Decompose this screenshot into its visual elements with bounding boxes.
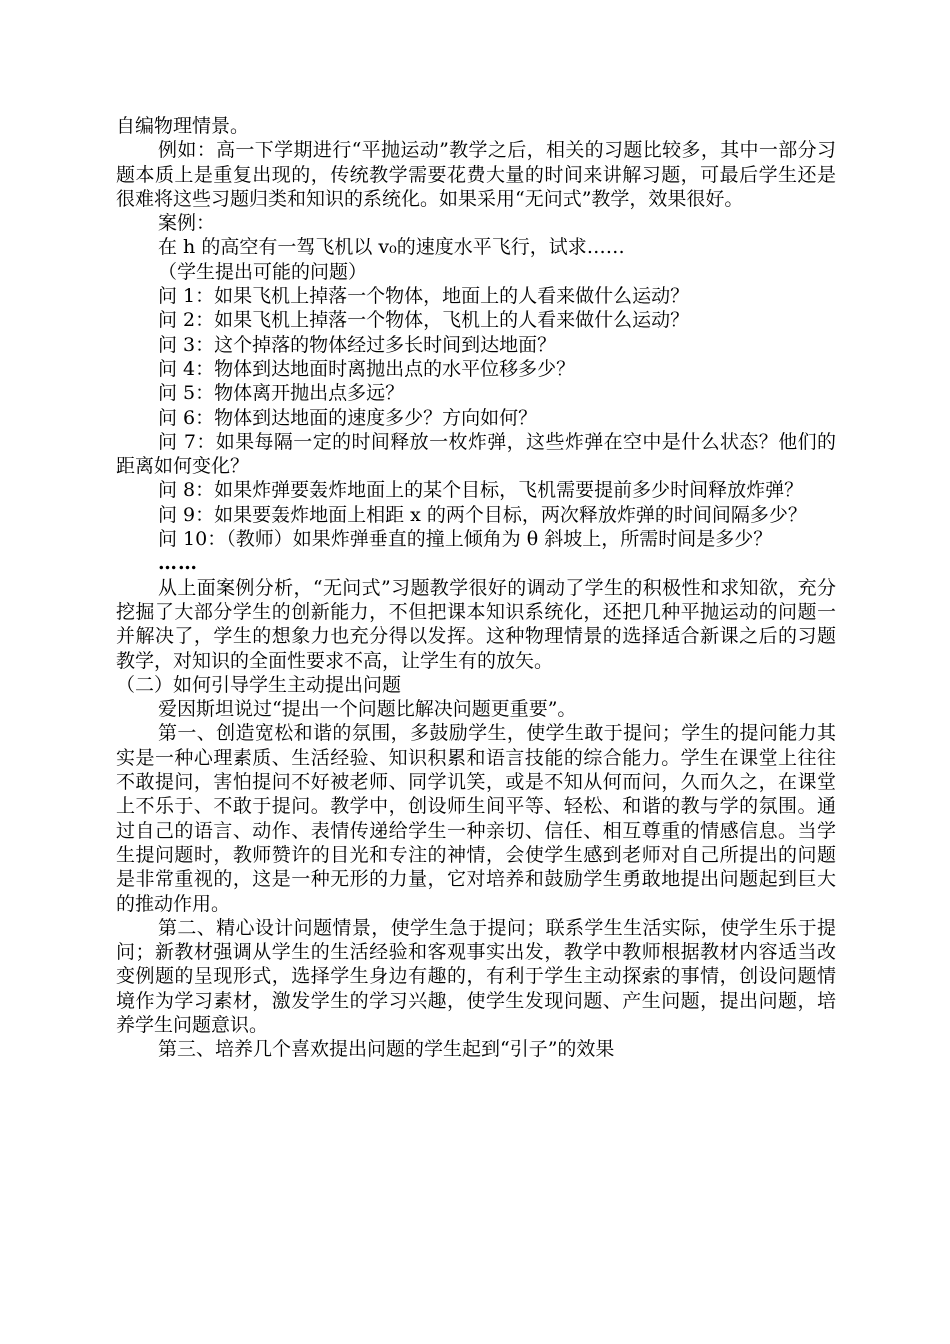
document-body bbox=[116, 114, 836, 1062]
paragraph-example: 例如：高一下学期进行“平抛运动”教学之后，相关的习题比较多，其中一部分习题本质上是重复出现的，传统教学需要花费大量的时间来讲解习题，可最后学生还是很难将这些习题归类和知识的系统化。如果采用“无问式”教学，效果很好。 bbox=[116, 139, 836, 210]
ellipsis: …… bbox=[158, 552, 198, 575]
paragraph-einstein-quote: 爱因斯坦说过“提出一个问题比解决问题更重要”。 bbox=[158, 698, 577, 721]
question-6: 问 6：物体到达地面的速度多少？方向如何？ bbox=[158, 406, 538, 429]
question-2: 问 2：如果飞机上掉落一个物体，飞机上的人看来做什么运动？ bbox=[158, 309, 690, 332]
question-8: 问 8：如果炸弹要轰炸地面上的某个目标，飞机需要提前多少时间释放炸弹？ bbox=[158, 479, 804, 502]
case-label: 案例： bbox=[158, 212, 216, 235]
question-1: 问 1：如果飞机上掉落一个物体，地面上的人看来做什么运动？ bbox=[158, 285, 690, 308]
case-problem: 在 h 的高空有一驾飞机以 v₀的速度水平飞行，试求…… bbox=[158, 236, 625, 259]
question-3: 问 3：这个掉落的物体经过多长时间到达地面？ bbox=[158, 333, 557, 356]
question-10: 问 10：（教师）如果炸弹垂直的撞上倾角为 θ 斜坡上，所需时间是多少？ bbox=[158, 528, 773, 551]
paragraph-third-point: 第三、培养几个喜欢提出问题的学生起到“引子”的效果 bbox=[158, 1038, 615, 1061]
section-heading: （二）如何引导学生主动提出问题 bbox=[116, 673, 402, 696]
question-4: 问 4：物体到达地面时离抛出点的水平位移多少？ bbox=[158, 357, 576, 380]
paragraph-first-point: 第一、创造宽松和谐的氛围，多鼓励学生，使学生敢于提问；学生的提问能力其实是一种心理素质、生活经验、知识积累和语言技能的综合能力。学生在课堂上往往不敢提问，害怕提问不好被老师、同学讥笑，或是不知从何而问，久而久之，在课堂上不乐于、不敢于提问。教学中，创设师生间平等、轻松、和谐的教与学的氛围。通过自己的语言、动作、表情传递给学生一种亲切、信任、相互尊重的情感信息。当学生提问题时，教师赞许的目光和专注的神情，会使学生感到老师对自己所提出的问题是非常重视的，这是一种无形的力量，它对培养和鼓励学生勇敢地提出问题起到巨大的推动作用。 bbox=[116, 722, 836, 915]
student-questions-label: （学生提出可能的问题） bbox=[158, 260, 368, 283]
paragraph-analysis: 从上面案例分析，“无问式”习题教学很好的调动了学生的积极性和求知欲，充分挖掘了大部分学生的创新能力，不但把课本知识系统化，还把几种平抛运动的问题一并解决了，学生的想象力也充分得以发挥。这种物理情景的选择适合新课之后的习题教学，对知识的全面性要求不高，让学生有的放矢。 bbox=[116, 576, 836, 672]
question-5: 问 5：物体离开抛出点多远？ bbox=[158, 382, 405, 405]
question-9: 问 9：如果要轰炸地面上相距 x 的两个目标，两次释放炸弹的时间间隔多少？ bbox=[158, 503, 807, 526]
paragraph-second-point: 第二、精心设计问题情景，使学生急于提问；联系学生生活实际，使学生乐于提问；新教材强调从学生的生活经验和客观事实出发，教学中教师根据教材内容适当改变例题的呈现形式，选择学生身边有趣的，有利于学生主动探索的事情，创设问题情境作为学习素材，激发学生的学习兴趣，使学生发现问题、产生问题，提出问题，培养学生问题意识。 bbox=[116, 916, 836, 1036]
question-7: 问 7：如果每隔一定的时间释放一枚炸弹，这些炸弹在空中是什么状态？他们的距离如何变化？ bbox=[116, 430, 836, 478]
paragraph-intro-fragment: 自编物理情景。 bbox=[116, 115, 250, 137]
